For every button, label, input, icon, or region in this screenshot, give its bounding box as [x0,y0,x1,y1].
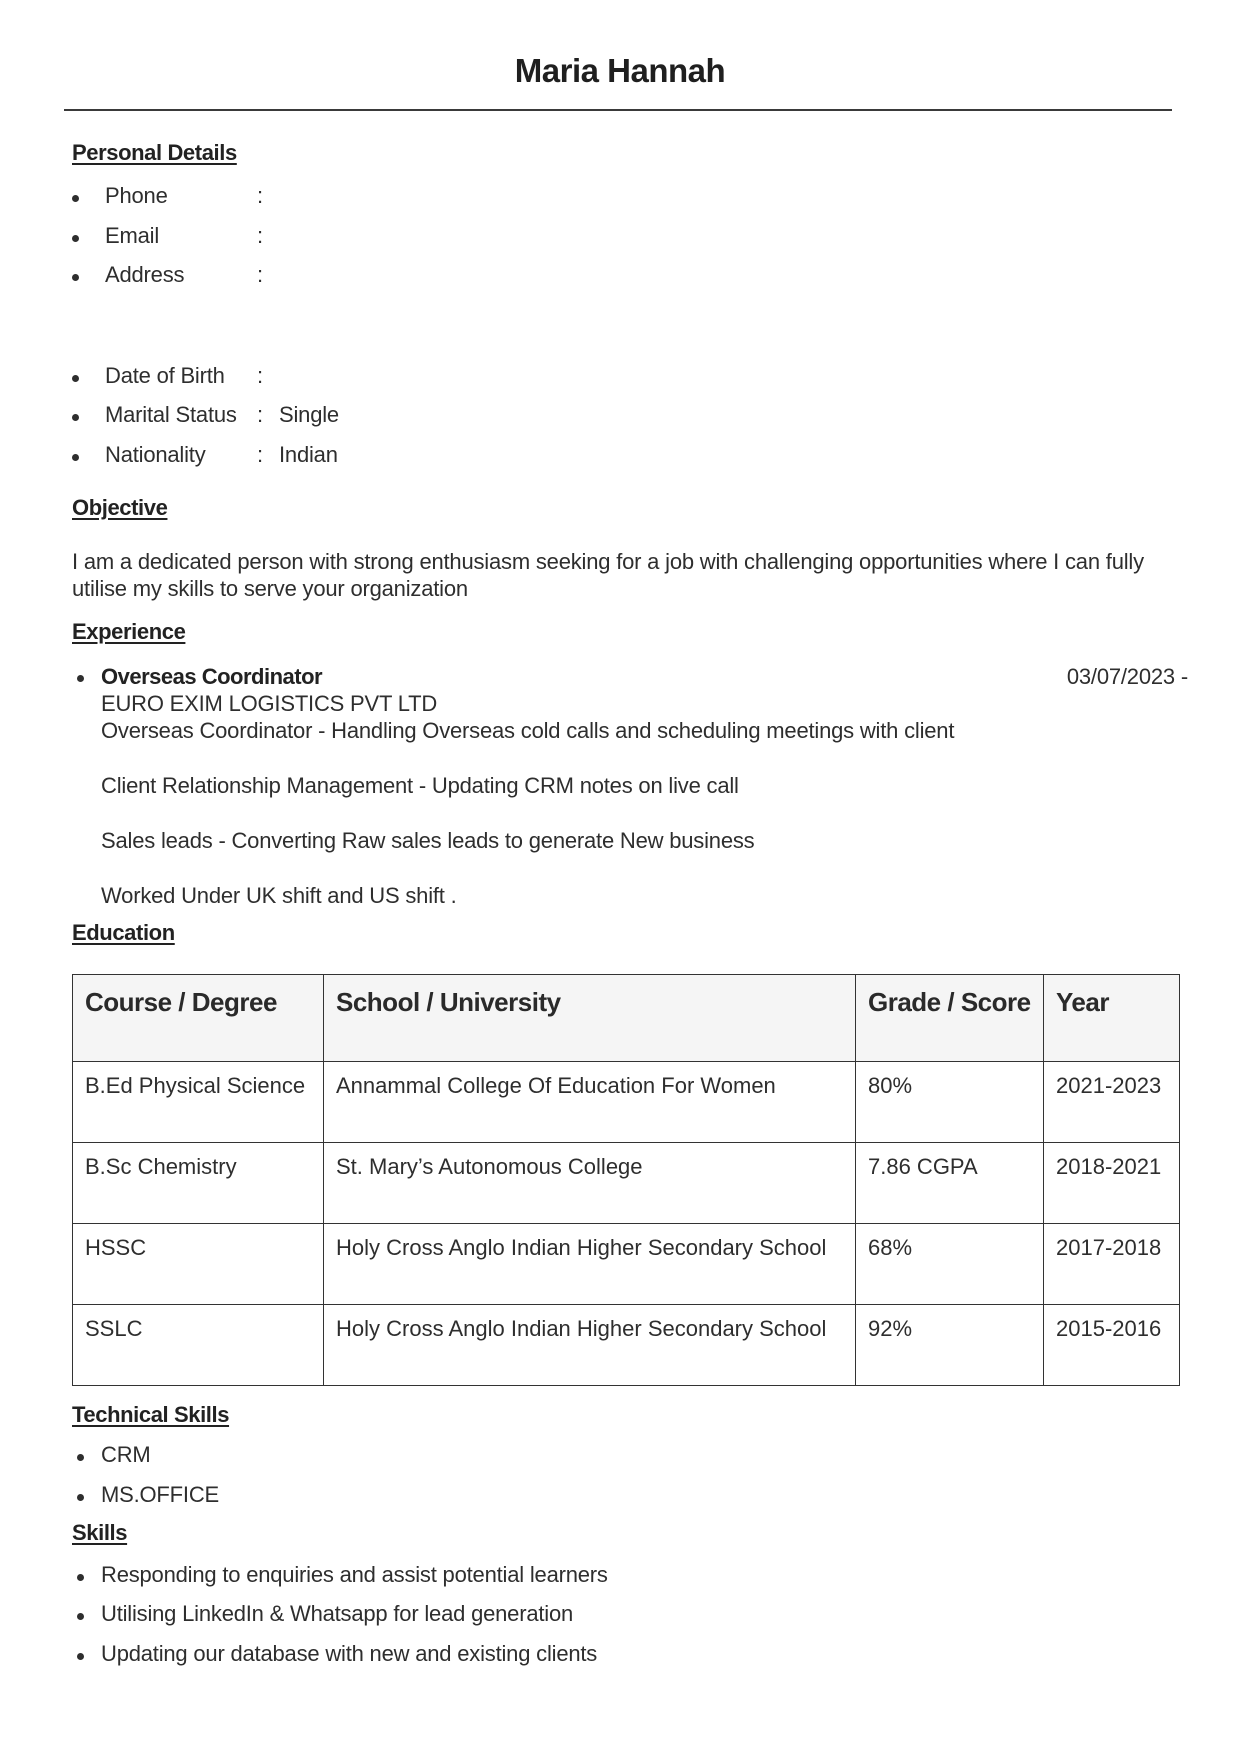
job-description-line: Sales leads - Converting Raw sales leads to generate New business [101,828,755,853]
cell-grade: 80% [856,1062,1044,1143]
table-row [73,1062,1180,1143]
detail-value: Single [279,402,339,427]
skill-text: Updating our database with new and existing clients [101,1641,598,1666]
bullet-icon [72,235,79,242]
detail-label: Address [105,262,185,287]
skill-text: Responding to enquiries and assist potential learners [101,1562,608,1587]
column-header-grade: Grade / Score [856,975,1044,1062]
bullet-icon [72,414,79,421]
cell-year: 2017-2018 [1044,1224,1180,1305]
column-header-course: Course / Degree [73,975,324,1062]
bullet-icon [72,274,79,281]
cell-school: Annammal College Of Education For Women [324,1062,856,1143]
cell-year: 2021-2023 [1044,1062,1180,1143]
detail-colon: : [257,262,263,287]
cell-course: SSLC [73,1305,324,1386]
column-header-school: School / University [324,975,856,1062]
detail-colon: : [257,223,263,248]
section-heading-objective: Objective [72,495,168,520]
detail-label: Date of Birth [105,363,225,388]
job-description-line: Overseas Coordinator - Handling Overseas cold calls and scheduling meetings with client [101,718,955,743]
cell-course: B.Sc Chemistry [73,1143,324,1224]
skill-text: CRM [101,1442,151,1467]
job-description-line: Worked Under UK shift and US shift . [101,883,457,908]
section-heading-technical-skills: Technical Skills [72,1402,230,1427]
section-heading-personal-details: Personal Details [72,140,237,165]
table-row [73,1224,1180,1305]
skill-text: MS.OFFICE [101,1482,219,1507]
table-row [73,1305,1180,1386]
bullet-icon [77,1494,84,1501]
table-header-row [73,975,1180,1062]
resume-name: Maria Hannah [514,52,726,89]
cell-course: B.Ed Physical Science [73,1062,324,1143]
cell-school: St. Mary’s Autonomous College [324,1143,856,1224]
column-header-year: Year [1044,975,1180,1062]
objective-text: I am a dedicated person with strong enthusiasm seeking for a job with challenging opportunities where I can fully utilise my skills to serve your organization [72,549,1144,601]
detail-label: Marital Status [105,402,237,427]
job-description-line: Client Relationship Management - Updating CRM notes on live call [101,773,739,798]
header-divider [64,109,1172,111]
cell-grade: 92% [856,1305,1044,1386]
detail-label: Nationality [105,442,206,467]
detail-colon: : [257,442,263,467]
detail-label: Email [105,223,160,248]
bullet-icon [77,1454,84,1461]
detail-colon: : [257,183,263,208]
section-heading-skills: Skills [72,1520,128,1545]
skill-text: Utilising LinkedIn & Whatsapp for lead generation [101,1601,574,1626]
company-name: EURO EXIM LOGISTICS PVT LTD [101,691,438,716]
bullet-icon [72,375,79,382]
detail-label: Phone [105,183,168,208]
bullet-icon [77,1613,84,1620]
bullet-icon [72,195,79,202]
education-table [72,974,1180,1386]
cell-school: Holy Cross Anglo Indian Higher Secondary School [324,1224,856,1305]
bullet-icon [77,675,84,682]
cell-course: HSSC [73,1224,324,1305]
cell-year: 2015-2016 [1044,1305,1180,1386]
detail-value: Indian [279,442,338,467]
cell-year: 2018-2021 [1044,1143,1180,1224]
detail-colon: : [257,402,263,427]
bullet-icon [77,1574,84,1581]
table-row [73,1143,1180,1224]
detail-colon: : [257,363,263,388]
cell-school: Holy Cross Anglo Indian Higher Secondary School [324,1305,856,1386]
bullet-icon [77,1653,84,1660]
bullet-icon [72,454,79,461]
job-title: Overseas Coordinator [101,664,323,689]
cell-grade: 68% [856,1224,1044,1305]
section-heading-education: Education [72,920,175,945]
job-date: 03/07/2023 - [1066,664,1188,689]
section-heading-experience: Experience [72,619,186,644]
cell-grade: 7.86 CGPA [856,1143,1044,1224]
